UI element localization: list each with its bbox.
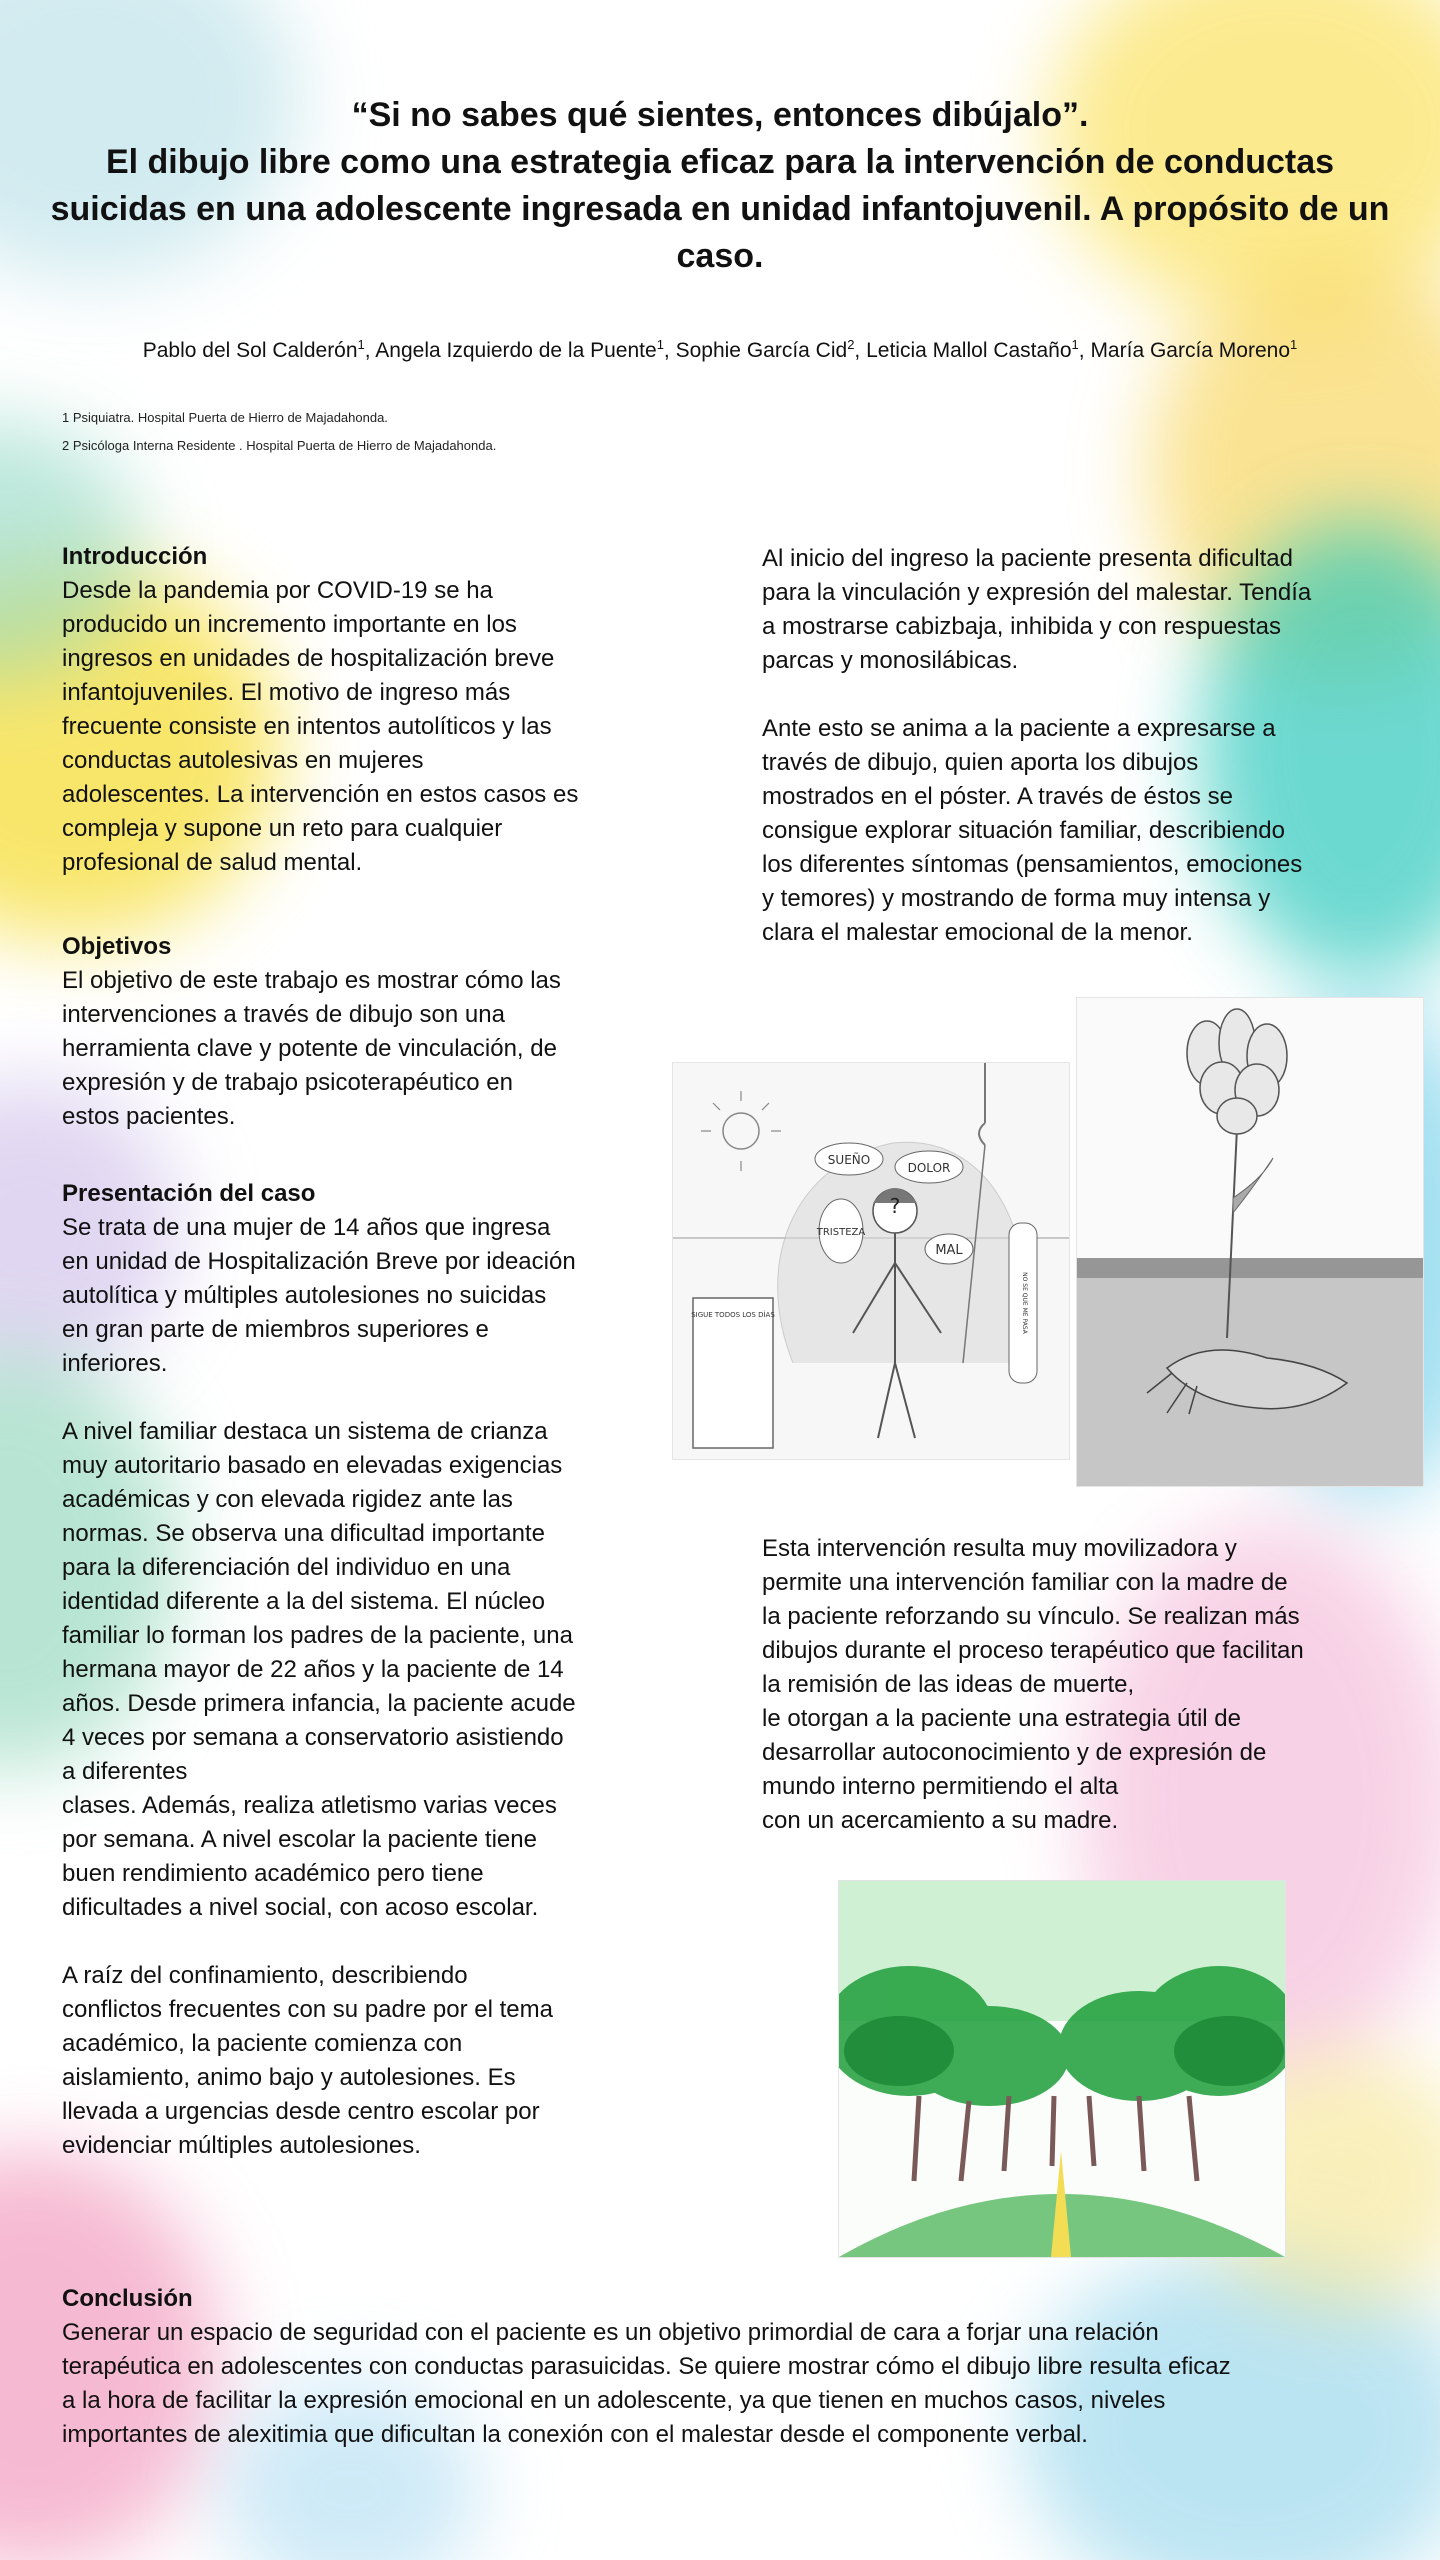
drawing-label-door: SIGUE TODOS LOS DÍAS bbox=[691, 1311, 775, 1319]
author-affiliation-mark: 1 bbox=[656, 337, 664, 352]
drawing-label-side: NO SE QUE ME PASA bbox=[1021, 1272, 1028, 1334]
drawing-flower-body bbox=[1076, 997, 1424, 1487]
author-name: Pablo del Sol Calderón bbox=[142, 339, 358, 362]
author-affiliation-mark: 1 bbox=[1071, 337, 1079, 352]
introduction-text: Desde la pandemia por COVID-19 se ha producido un incremento importante en los ingresos en unidades de hospitalización breve infantojuveniles. El motivo de ingreso más frecuente consiste en intentos autolíticos y las conductas autolesivas en mujeres adolescentes. La intervención en estos casos es compleja y supone un reto para cualquier profesional de salud mental. bbox=[62, 577, 579, 876]
case-paragraph-2: A nivel familiar destaca un sistema de crianza muy autoritario basado en elevadas exigencias académicas y con elevada rigidez ante las normas. Se observa una dificultad importante para la diferenciación del individuo en una identidad diferente a la del sistema. El núcleo familiar lo forman los padres de la paciente, una hermana mayor de 22 años y la paciente de 14 años. Desde primera infancia, la paciente acude 4 veces por semana a conservatorio asistiendo a diferentes clases. Además, realiza atletismo varias veces por semana. A nivel escolar la paciente tiene buen rendimiento académico pero tiene dificultades a nivel social, con acoso escolar. bbox=[62, 1418, 576, 1921]
author-name: Leticia Mallol Castaño bbox=[866, 339, 1072, 362]
introduction-heading: Introducción bbox=[62, 543, 208, 570]
drawing-label-dream: SUEÑO bbox=[827, 1153, 871, 1167]
affiliation-2: 2 Psicóloga Interna Residente . Hospital Puerta de Hierro de Majadahonda. bbox=[62, 438, 497, 453]
drawing-label-bad: MAL bbox=[935, 1243, 963, 1258]
right-paragraph-2: Ante esto se anima a la paciente a expresarse a través de dibujo, quien aporta los dibujos mostrados en el póster. A través de éstos se consigue explorar situación familiar, describiendo los diferentes síntomas (pensamientos, emociones y temores) y mostrando de forma muy intensa y clara el malestar emocional de la menor. bbox=[762, 715, 1303, 946]
author-affiliation-mark: 1 bbox=[1290, 337, 1298, 352]
case-paragraph-1: Se trata de una mujer de 14 años que ingresa en unidad de Hospitalización Breve por ideación autolítica y múltiples autolesiones no suicidas en gran parte de miembros superiores e inferiores. bbox=[62, 1214, 576, 1377]
case-section bbox=[62, 1177, 662, 2163]
introduction-section bbox=[62, 540, 662, 880]
objectives-text: El objetivo de este trabajo es mostrar cómo las intervenciones a través de dibujo son una herramienta clave y potente de vinculación, de expresión y de trabajo psicoterapéutico en estos pacientes. bbox=[62, 967, 561, 1130]
affiliation-1: 1 Psiquiatra. Hospital Puerta de Hierro de Majadahonda. bbox=[62, 410, 388, 425]
author-name: María García Moreno bbox=[1090, 339, 1291, 362]
objectives-section bbox=[62, 930, 662, 1134]
drawing-label-sadness: TRISTEZA bbox=[816, 1227, 866, 1238]
case-heading: Presentación del caso bbox=[62, 1180, 316, 1207]
drawing-flower-body-svg bbox=[1077, 998, 1423, 1486]
conclusion-heading: Conclusión bbox=[62, 2285, 193, 2312]
drawing-label-question: ? bbox=[889, 1194, 901, 1218]
drawing-green-trees-svg bbox=[839, 1881, 1285, 2257]
drawing-figure-emotions bbox=[672, 1062, 1070, 1460]
drawing-figure-emotions-svg bbox=[673, 1063, 1069, 1459]
poster-title: “Si no sabes qué sientes, entonces dibújalo”. El dibujo libre como una estrategia eficaz para la intervención de conductas suicidas en una adolescente ingresada en unidad infantojuvenil. A propósito de un caso. bbox=[50, 96, 1390, 275]
case-paragraph-3: A raíz del confinamiento, describiendo conflictos frecuentes con su padre por el tema académico, la paciente comienza con aislamiento, animo bajo y autolesiones. Es llevada a urgencias desde centro escolar por evidenciar múltiples autolesiones. bbox=[62, 1962, 553, 2159]
author-affiliation-mark: 1 bbox=[357, 337, 365, 352]
right-paragraph-3: Esta intervención resulta muy movilizadora y permite una intervención familiar con la madre de la paciente reforzando su vínculo. Se realizan más dibujos durante el proceso terapéutico que facilitan la remisión de las ideas de muerte, le otorgan a la paciente una estrategia útil de desarrollar autoconocimiento y de expresión de mundo interno permitiendo el alta con un acercamiento a su madre. bbox=[762, 1535, 1304, 1834]
conclusion-text: Generar un espacio de seguridad con el paciente es un objetivo primordial de cara a forjar una relación terapéutica en adolescentes con conductas parasuicidas. Se quiere mostrar cómo el dibujo libre resulta eficaz a la hora de facilitar la expresión emocional en un adolescente, ya que tienen en muchos casos, niveles importantes de alexitimia que dificultan la conexión con el malestar desde el componente verbal. bbox=[62, 2319, 1231, 2448]
conclusion-section bbox=[62, 2282, 1402, 2452]
author-name: Sophie García Cid bbox=[675, 339, 848, 362]
right-paragraph-1: Al inicio del ingreso la paciente presenta dificultad para la vinculación y expresión del malestar. Tendía a mostrarse cabizbaja, inhibida y con respuestas parcas y monosilábicas. bbox=[762, 545, 1312, 674]
author-name: Angela Izquierdo de la Puente bbox=[375, 339, 657, 362]
intervention-text bbox=[762, 1532, 1402, 1838]
author-affiliation-mark: 2 bbox=[847, 337, 855, 352]
author-list: Pablo del Sol Calderón$^1$, Angela Izquierdo de la Puente$^1$, Sophie García Cid$^2$, Leticia Mallol Castaño$^1$, María García Moreno$^1$ bbox=[142, 337, 1298, 362]
drawing-green-trees bbox=[838, 1880, 1286, 2258]
drawing-label-pain: DOLOR bbox=[907, 1161, 951, 1175]
objectives-heading: Objetivos bbox=[62, 933, 172, 960]
right-column-text bbox=[762, 542, 1402, 950]
